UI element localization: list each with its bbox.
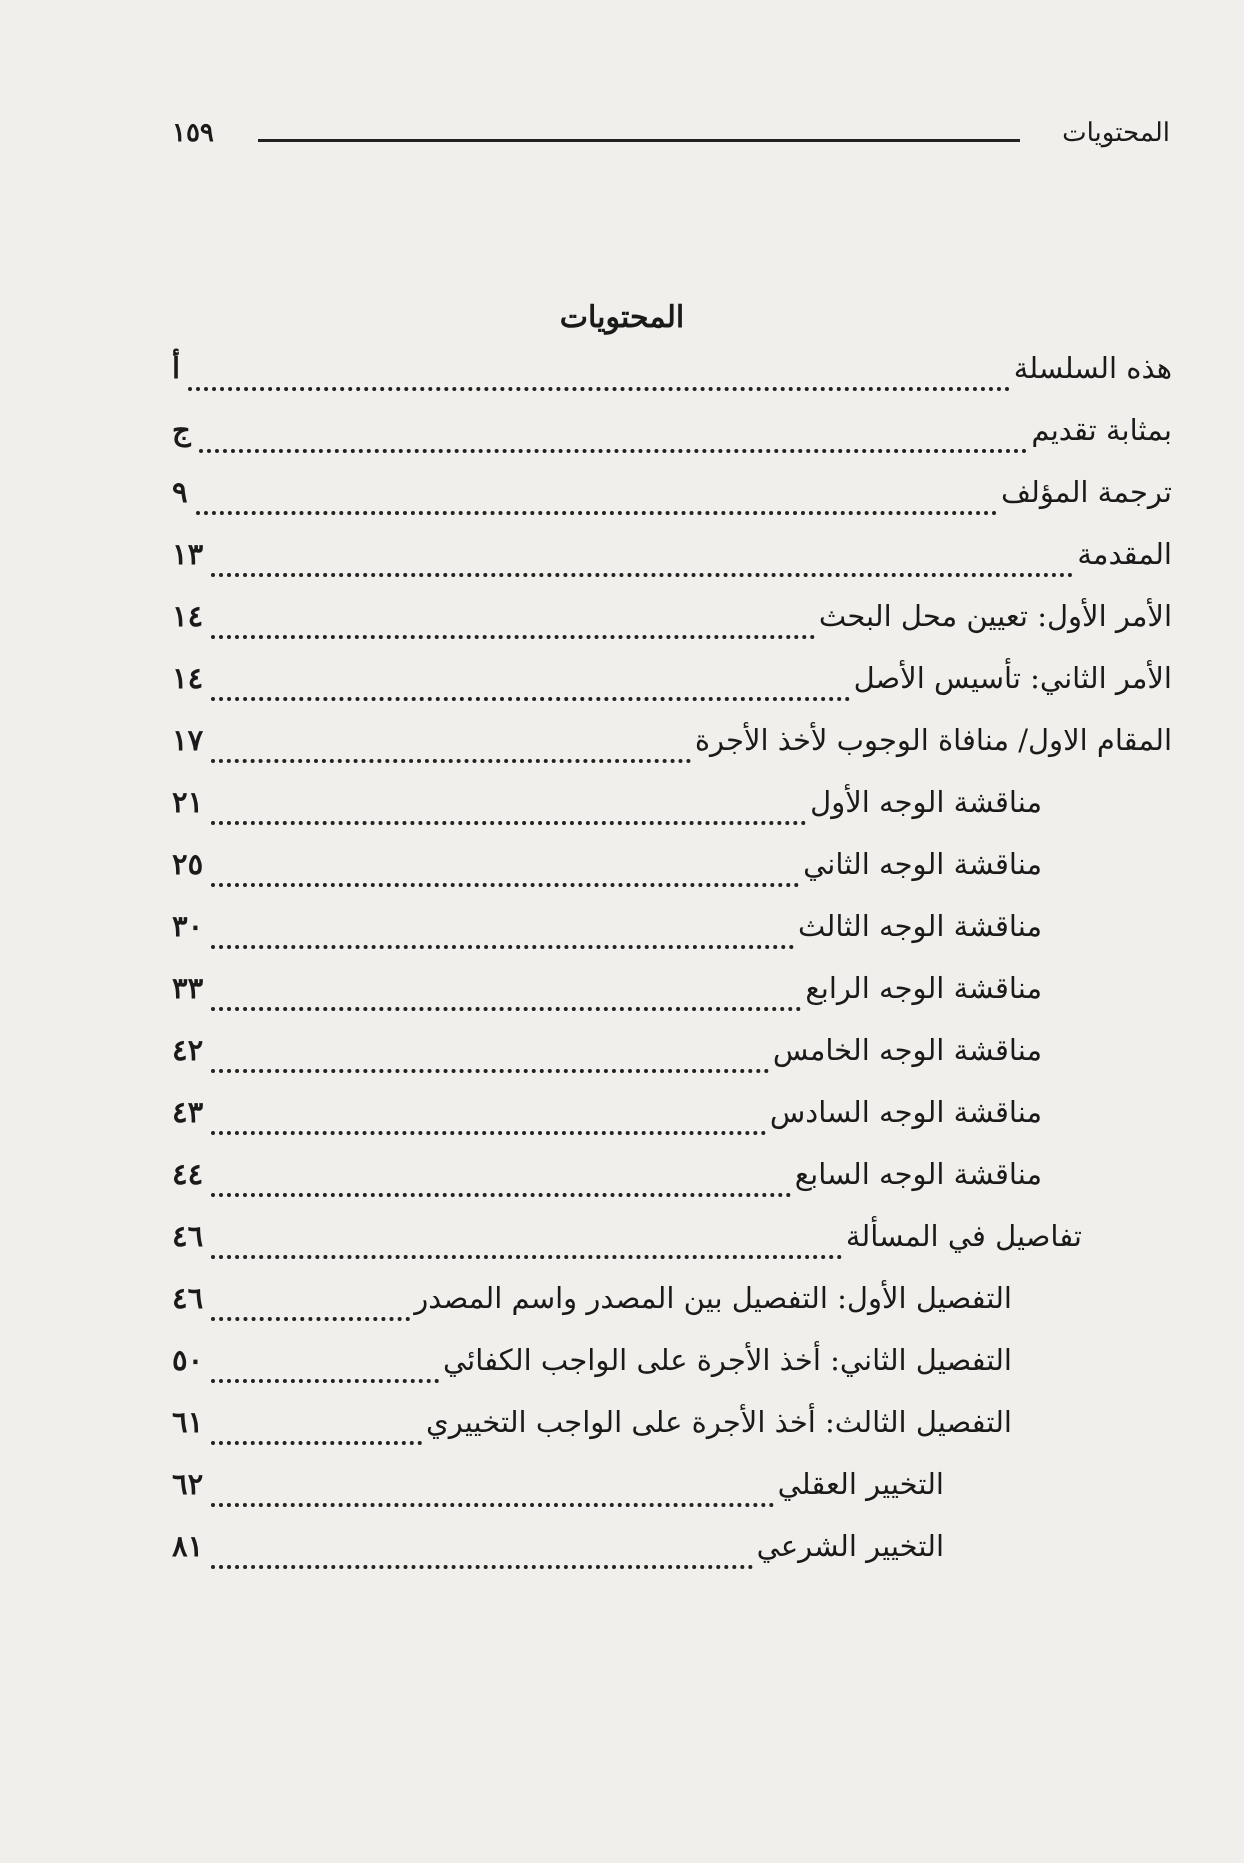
toc-entry-label: مناقشة الوجه الرابع xyxy=(805,971,1042,1005)
toc-entry-page: ج xyxy=(172,413,191,447)
dot-leader xyxy=(211,1531,753,1569)
dot-leader xyxy=(211,1159,791,1197)
toc-entry-label: ترجمة المؤلف xyxy=(1000,475,1172,509)
toc-entry xyxy=(172,1337,1012,1383)
dot-leader xyxy=(211,601,815,639)
toc-entry xyxy=(172,593,1172,639)
toc-entry-page: ٢١ xyxy=(172,785,204,819)
toc-entry-label: الأمر الثاني: تأسيس الأصل xyxy=(853,661,1172,695)
dot-leader xyxy=(211,849,799,887)
toc-entry-page: ١٧ xyxy=(172,723,204,757)
toc-entry-page: ٦٢ xyxy=(172,1467,204,1501)
toc-entry xyxy=(172,779,1042,825)
dot-leader xyxy=(211,539,1073,577)
toc-entry-page: ٨١ xyxy=(172,1529,204,1563)
header-rule xyxy=(258,139,1020,142)
toc-entry-page: ١٣ xyxy=(172,537,204,571)
page-number: ١٥٩ xyxy=(172,118,214,148)
toc-entry xyxy=(172,1399,1012,1445)
toc-entry xyxy=(172,655,1172,701)
dot-leader xyxy=(211,1407,422,1445)
dot-leader xyxy=(211,973,801,1011)
toc-entry-label: مناقشة الوجه الثالث xyxy=(798,909,1042,943)
toc-entry-page: ٥٠ xyxy=(172,1343,204,1377)
dot-leader xyxy=(211,1283,410,1321)
dot-leader xyxy=(188,353,1010,391)
dot-leader xyxy=(211,1097,766,1135)
dot-leader xyxy=(211,1469,773,1507)
toc-entry xyxy=(172,345,1172,391)
dot-leader xyxy=(196,477,997,515)
toc-entry-label: بمثابة تقديم xyxy=(1031,413,1172,447)
toc-entry-label: التفصيل الثالث: أخذ الأجرة على الواجب التخييري xyxy=(426,1405,1012,1439)
toc-entry-label: التفصيل الأول: التفصيل بين المصدر واسم المصدر xyxy=(414,1281,1012,1315)
toc-entry-page: ٤٢ xyxy=(172,1033,204,1067)
toc-entry-label: مناقشة الوجه الأول xyxy=(810,785,1042,819)
toc-entry-label: التخيير العقلي xyxy=(777,1467,944,1501)
toc-entry-label: مناقشة الوجه السادس xyxy=(769,1095,1042,1129)
toc-entry-page: ٢٥ xyxy=(172,847,204,881)
toc-entry xyxy=(172,1275,1012,1321)
toc-entry-label: هذه السلسلة xyxy=(1013,351,1172,385)
toc-entry xyxy=(172,1523,944,1569)
toc-entry xyxy=(172,1461,944,1507)
toc-entry-label: المقام الاول/ منافاة الوجوب لأخذ الأجرة xyxy=(694,723,1172,757)
toc-entry-page: ٣٠ xyxy=(172,909,204,943)
toc-entry-page: ٤٤ xyxy=(172,1157,204,1191)
dot-leader xyxy=(199,415,1028,453)
toc-entry-page: ٤٦ xyxy=(172,1219,204,1253)
toc-entry xyxy=(172,1151,1042,1197)
dot-leader xyxy=(211,787,806,825)
toc-entry-page: ٤٦ xyxy=(172,1281,204,1315)
toc-entry xyxy=(172,407,1172,453)
toc-entry-page: ١٤ xyxy=(172,599,204,633)
running-header-title: المحتويات xyxy=(1062,118,1170,148)
toc-entry xyxy=(172,469,1172,515)
toc-entry-label: التخيير الشرعي xyxy=(756,1529,944,1563)
toc-entry-label: المقدمة xyxy=(1077,537,1172,571)
toc-entry-label: التفصيل الثاني: أخذ الأجرة على الواجب الكفائي xyxy=(443,1343,1012,1377)
dot-leader xyxy=(211,1035,769,1073)
dot-leader xyxy=(211,911,794,949)
toc-entry-page: ٤٣ xyxy=(172,1095,204,1129)
toc-entry xyxy=(172,1089,1042,1135)
toc-entry-page: ٦١ xyxy=(172,1405,204,1439)
toc-entry-page: ٣٣ xyxy=(172,971,204,1005)
toc-entry-label: مناقشة الوجه السابع xyxy=(794,1157,1042,1191)
dot-leader xyxy=(211,663,849,701)
toc-entry-label: مناقشة الوجه الخامس xyxy=(772,1033,1042,1067)
dot-leader xyxy=(211,1345,439,1383)
toc-entry-label: تفاصيل في المسألة xyxy=(845,1219,1082,1253)
toc-entry xyxy=(172,903,1042,949)
toc-entry xyxy=(172,1027,1042,1073)
toc-entry xyxy=(172,531,1172,577)
toc-entry-page: ٩ xyxy=(172,475,188,509)
dot-leader xyxy=(211,725,691,763)
toc-entry-label: الأمر الأول: تعيين محل البحث xyxy=(818,599,1172,633)
toc-entry xyxy=(172,841,1042,887)
toc-entry-page: أ xyxy=(172,351,181,385)
toc-entry-label: مناقشة الوجه الثاني xyxy=(803,847,1042,881)
toc-entry xyxy=(172,1213,1082,1259)
dot-leader xyxy=(211,1221,842,1259)
running-header xyxy=(0,118,1244,158)
toc-entry xyxy=(172,717,1172,763)
toc-entry xyxy=(172,965,1042,1011)
toc-entry-page: ١٤ xyxy=(172,661,204,695)
toc-title: المحتويات xyxy=(559,300,685,335)
